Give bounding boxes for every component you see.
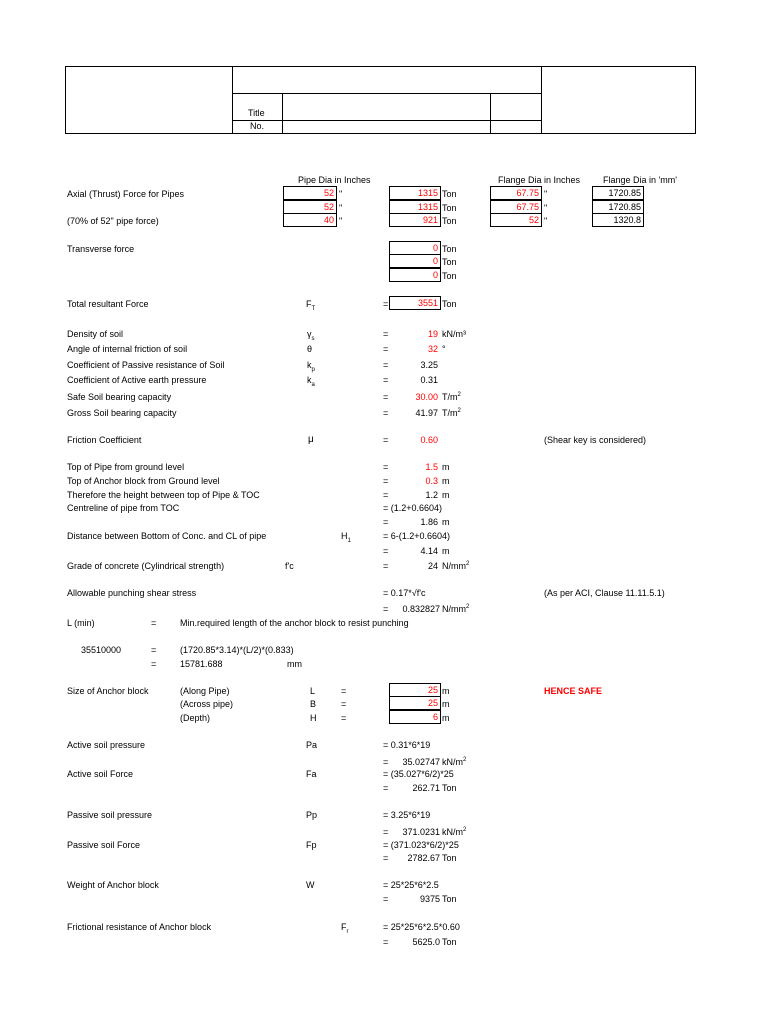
lmin-label: L (min): [67, 618, 95, 628]
punch-unit-text: N/mm: [442, 604, 466, 614]
flange-mm-cell: 1720.85: [592, 186, 644, 200]
calc-equals: =: [383, 937, 389, 947]
calc-sym: Pp: [306, 810, 318, 820]
axial-force-cell: 921: [389, 213, 441, 227]
friction-label: Friction Coefficient: [67, 435, 142, 445]
calc-unit: [442, 853, 457, 864]
resultant-equals: =: [383, 299, 389, 309]
resultant-sym: F: [306, 299, 312, 309]
calc-sym: Fp: [306, 840, 317, 850]
flange-dia-in-header: Flange Dia in Inches: [498, 175, 581, 185]
property-unit: [442, 329, 466, 340]
property-sym: θ: [307, 344, 313, 354]
level-value: 0.3: [425, 476, 438, 486]
flange-in-cell: 52: [490, 213, 542, 227]
calc-value: 5625.0: [412, 937, 440, 947]
friction-symbol: μ: [308, 434, 314, 445]
calc-unit: [442, 783, 457, 794]
calc-value: 262.71: [412, 783, 440, 793]
transverse-cell: 0: [389, 241, 441, 255]
calc-unit-text: Ton: [442, 937, 457, 947]
calc-expr: = 0.31*6*19: [383, 740, 431, 750]
punch-value: 0.832827: [402, 604, 440, 614]
calc-unit: [442, 937, 457, 948]
property-unit: [442, 392, 461, 403]
level-value: 1.86: [420, 517, 438, 527]
lmin-equals-2: =: [151, 645, 157, 655]
grade-unit-text: N/mm: [442, 561, 466, 571]
axial-force-cell: 1315: [389, 186, 441, 200]
calc-value: 2782.67: [407, 853, 440, 863]
transverse-unit: Ton: [442, 271, 457, 281]
property-sym: γ: [307, 329, 312, 339]
punch-label: Allowable punching shear stress: [67, 588, 197, 598]
h1-unit: m: [442, 546, 450, 556]
title-block-divider: [232, 66, 233, 134]
title-block-divider: [490, 93, 491, 134]
calc-symbol: [306, 740, 317, 751]
size-symbol: B: [310, 699, 317, 709]
calc-symbol: [306, 880, 315, 891]
calc-unit-text: kN/m: [442, 827, 463, 837]
flange-dia-mm-header: Flange Dia in 'mm': [603, 175, 677, 185]
lmin-expr: (1720.85*3.14)*(L/2)*(0.833): [180, 645, 294, 655]
inch-mark: ": [544, 216, 548, 226]
level-label: Therefore the height between top of Pipe & TOC: [67, 490, 260, 500]
property-equals: =: [383, 360, 389, 370]
property-label: Gross Soil bearing capacity: [67, 408, 177, 418]
punch-equals: =: [383, 604, 389, 614]
property-unit-text: T/m: [442, 392, 458, 402]
property-label: Safe Soil bearing capacity: [67, 392, 172, 402]
size-desc: (Across pipe): [180, 699, 234, 709]
pipe-dia-header: Pipe Dia in Inches: [298, 175, 371, 185]
inch-mark: ": [339, 216, 343, 226]
calc-value: 371.0231: [402, 827, 440, 837]
resultant-symbol: [306, 299, 315, 310]
property-unit: [442, 408, 461, 419]
h1-sub: 1: [347, 537, 351, 544]
calc-equals: =: [383, 894, 389, 904]
calc-unit-text: Ton: [442, 783, 457, 793]
transverse-cell: 0: [389, 254, 441, 268]
level-value: 1.5: [425, 462, 438, 472]
property-unit-sup: 2: [457, 408, 461, 414]
calc-symbol: [306, 840, 317, 851]
calc-expr: = 25*25*6*2.5: [383, 880, 439, 890]
h1-value: 4.14: [420, 546, 438, 556]
calc-label: Passive soil Force: [67, 840, 141, 850]
calc-value: 35.02747: [402, 757, 440, 767]
level-unit: m: [442, 462, 450, 472]
property-value: 30.00: [415, 392, 438, 402]
title-label: Title: [248, 108, 265, 118]
title-block-divider: [232, 93, 542, 94]
calc-equals: =: [383, 757, 389, 767]
size-verdict: HENCE SAFE: [544, 686, 603, 696]
calc-sub: r: [346, 928, 349, 935]
calc-expr: = 3.25*6*19: [383, 810, 431, 820]
size-unit: m: [442, 686, 450, 696]
property-unit-text: T/m: [442, 408, 458, 418]
resultant-unit: Ton: [442, 299, 457, 309]
flange-in-cell: 67.75: [490, 200, 542, 214]
property-symbol: [307, 375, 315, 386]
calc-symbol: [306, 769, 317, 780]
property-label: Coefficient of Active earth pressure: [67, 375, 207, 385]
property-equals: =: [383, 329, 389, 339]
transverse-unit: Ton: [442, 244, 457, 254]
calc-unit: [442, 894, 457, 905]
pipe-dia-cell: 40: [283, 213, 337, 227]
lmin-unit: mm: [287, 659, 302, 669]
property-sym: k: [307, 360, 312, 370]
level-unit: m: [442, 517, 450, 527]
size-symbol: L: [310, 686, 316, 696]
property-value: 0.31: [420, 375, 438, 385]
lmin-equals-3: =: [151, 659, 157, 669]
calc-expr: = (35.027*6/2)*25: [383, 769, 454, 779]
pipe-dia-cell: 52: [283, 200, 337, 214]
grade-label: Grade of concrete (Cylindrical strength): [67, 561, 225, 571]
title-block: [65, 66, 696, 134]
level-equals: =: [383, 517, 389, 527]
size-desc: (Along Pipe): [180, 686, 230, 696]
level-label: Top of Anchor block from Ground level: [67, 476, 220, 486]
flange-mm-cell: 1720.85: [592, 200, 644, 214]
grade-unit: [442, 561, 469, 572]
punch-expr-text: 0.17*√f'c: [390, 588, 426, 598]
h1-sym: H: [341, 531, 348, 541]
property-value: 32: [427, 344, 438, 354]
property-unit-sup: 2: [457, 392, 461, 398]
title-block-divider: [232, 120, 542, 121]
h1-expr: = 6-(1.2+0.6604): [383, 531, 451, 541]
axial-note-label: (70% of 52" pipe force): [67, 216, 159, 226]
calc-expr-text: 0.31*6*19: [390, 740, 431, 750]
calc-expr-text: (371.023*6/2)*25: [390, 840, 459, 850]
property-equals: =: [383, 408, 389, 418]
resultant-sub: T: [311, 305, 316, 312]
property-sub: s: [311, 335, 315, 342]
calc-expr-text: 25*25*6*2.5*0.60: [390, 922, 460, 932]
calc-label: Active soil Force: [67, 769, 134, 779]
size-equals: =: [341, 686, 347, 696]
size-desc: (Depth): [180, 713, 211, 723]
level-value: 1.2: [425, 490, 438, 500]
lmin-num: 35510000: [81, 645, 122, 655]
calc-unit-text: Ton: [442, 894, 457, 904]
inch-mark: ": [544, 203, 548, 213]
calc-unit: [442, 827, 466, 838]
level-equals: =: [383, 476, 389, 486]
calc-label: Weight of Anchor block: [67, 880, 159, 890]
calc-unit: [442, 757, 466, 768]
calc-symbol: [341, 922, 349, 933]
pipe-dia-cell: 52: [283, 186, 337, 200]
resultant-label: Total resultant Force: [67, 299, 149, 309]
calc-expr: = 25*25*6*2.5*0.60: [383, 922, 460, 932]
grade-equals: =: [383, 561, 389, 571]
grade-value: 24: [427, 561, 438, 571]
title-block-divider: [282, 93, 283, 134]
property-sub: p: [311, 366, 315, 373]
calc-equals: =: [383, 853, 389, 863]
property-unit: [442, 344, 446, 355]
property-label: Angle of internal friction of soil: [67, 344, 188, 354]
property-unit-text: °: [442, 344, 446, 354]
calc-expr-text: 25*25*6*2.5: [390, 880, 439, 890]
resultant-value: 3551: [389, 296, 441, 310]
calc-value: 9375: [419, 894, 440, 904]
ton-unit: Ton: [442, 189, 457, 199]
inch-mark: ": [339, 189, 343, 199]
transverse-unit: Ton: [442, 257, 457, 267]
flange-in-cell: 67.75: [490, 186, 542, 200]
friction-value: 0.60: [420, 435, 438, 445]
calc-unit-sup: 2: [463, 757, 467, 763]
calc-sym: Pa: [306, 740, 318, 750]
property-symbol: [307, 329, 315, 340]
property-unit-text: kN/m³: [442, 329, 466, 339]
property-label: Coefficient of Passive resistance of Soil: [67, 360, 225, 370]
inch-mark: ": [544, 189, 548, 199]
calc-label: Active soil pressure: [67, 740, 146, 750]
property-symbol: [307, 344, 312, 355]
level-unit: m: [442, 490, 450, 500]
calc-equals: =: [383, 827, 389, 837]
axial-force-label: Axial (Thrust) Force for Pipes: [67, 189, 185, 199]
property-equals: =: [383, 392, 389, 402]
friction-note: (Shear key is considered): [544, 435, 647, 445]
property-sub: a: [311, 381, 315, 388]
ton-unit: Ton: [442, 216, 457, 226]
punch-unit-sup: 2: [466, 604, 470, 610]
lmin-equals: =: [151, 618, 157, 628]
calc-sym: F: [341, 922, 347, 932]
h1-label: Distance between Bottom of Conc. and CL of pipe: [67, 531, 267, 541]
calc-expr-text: (35.027*6/2)*25: [390, 769, 454, 779]
level-label: Centreline of pipe from TOC: [67, 503, 180, 513]
transverse-force-label: Transverse force: [67, 244, 135, 254]
size-value-cell: 25: [389, 683, 441, 697]
transverse-cell: 0: [389, 268, 441, 282]
size-equals: =: [341, 699, 347, 709]
calc-label: Frictional resistance of Anchor block: [67, 922, 212, 932]
inch-mark: ": [339, 203, 343, 213]
no-label: No.: [250, 121, 265, 131]
property-sym: k: [307, 375, 312, 385]
property-equals: =: [383, 344, 389, 354]
calc-sym: W: [306, 880, 315, 890]
size-unit: m: [442, 713, 450, 723]
property-label: Density of soil: [67, 329, 124, 339]
grade-symbol: f'c: [285, 561, 294, 571]
calc-equals: =: [383, 783, 389, 793]
calc-label: Passive soil pressure: [67, 810, 153, 820]
lmin-result: 15781.688: [180, 659, 223, 669]
h1-equals: =: [383, 546, 389, 556]
calc-expr-text: 3.25*6*19: [390, 810, 431, 820]
calc-sym: Fa: [306, 769, 317, 779]
property-value: 3.25: [420, 360, 438, 370]
title-block-divider: [541, 66, 542, 134]
calc-unit-text: kN/m: [442, 757, 463, 767]
level-expr: = (1.2+0.6604): [383, 503, 443, 513]
property-equals: =: [383, 375, 389, 385]
punch-expr: = 0.17*√f'c: [383, 588, 426, 598]
calc-unit-sup: 2: [463, 827, 467, 833]
property-value: 41.97: [415, 408, 438, 418]
punch-note: (As per ACI, Clause 11.11.5.1): [544, 588, 665, 598]
size-value-cell: 6: [389, 710, 441, 724]
h1-expr-text: 6-(1.2+0.6604): [390, 531, 451, 541]
property-symbol: [307, 360, 315, 371]
calc-symbol: [306, 810, 317, 821]
size-label: Size of Anchor block: [67, 686, 149, 696]
size-value-cell: 25: [389, 696, 441, 710]
calc-unit-text: Ton: [442, 853, 457, 863]
h1-symbol: [341, 531, 351, 542]
axial-force-cell: 1315: [389, 200, 441, 214]
calc-expr: = (371.023*6/2)*25: [383, 840, 459, 850]
property-value: 19: [427, 329, 438, 339]
level-label: Top of Pipe from ground level: [67, 462, 185, 472]
friction-equals: =: [383, 435, 389, 445]
grade-unit-sup: 2: [466, 561, 470, 567]
level-equals: =: [383, 462, 389, 472]
lmin-desc: Min.required length of the anchor block to resist punching: [180, 618, 409, 628]
level-expr-text: (1.2+0.6604): [390, 503, 443, 513]
flange-mm-cell: 1320.8: [592, 213, 644, 227]
size-unit: m: [442, 699, 450, 709]
ton-unit: Ton: [442, 203, 457, 213]
punch-unit: [442, 604, 469, 615]
size-symbol: H: [310, 713, 317, 723]
level-unit: m: [442, 476, 450, 486]
size-equals: =: [341, 713, 347, 723]
level-equals: =: [383, 490, 389, 500]
